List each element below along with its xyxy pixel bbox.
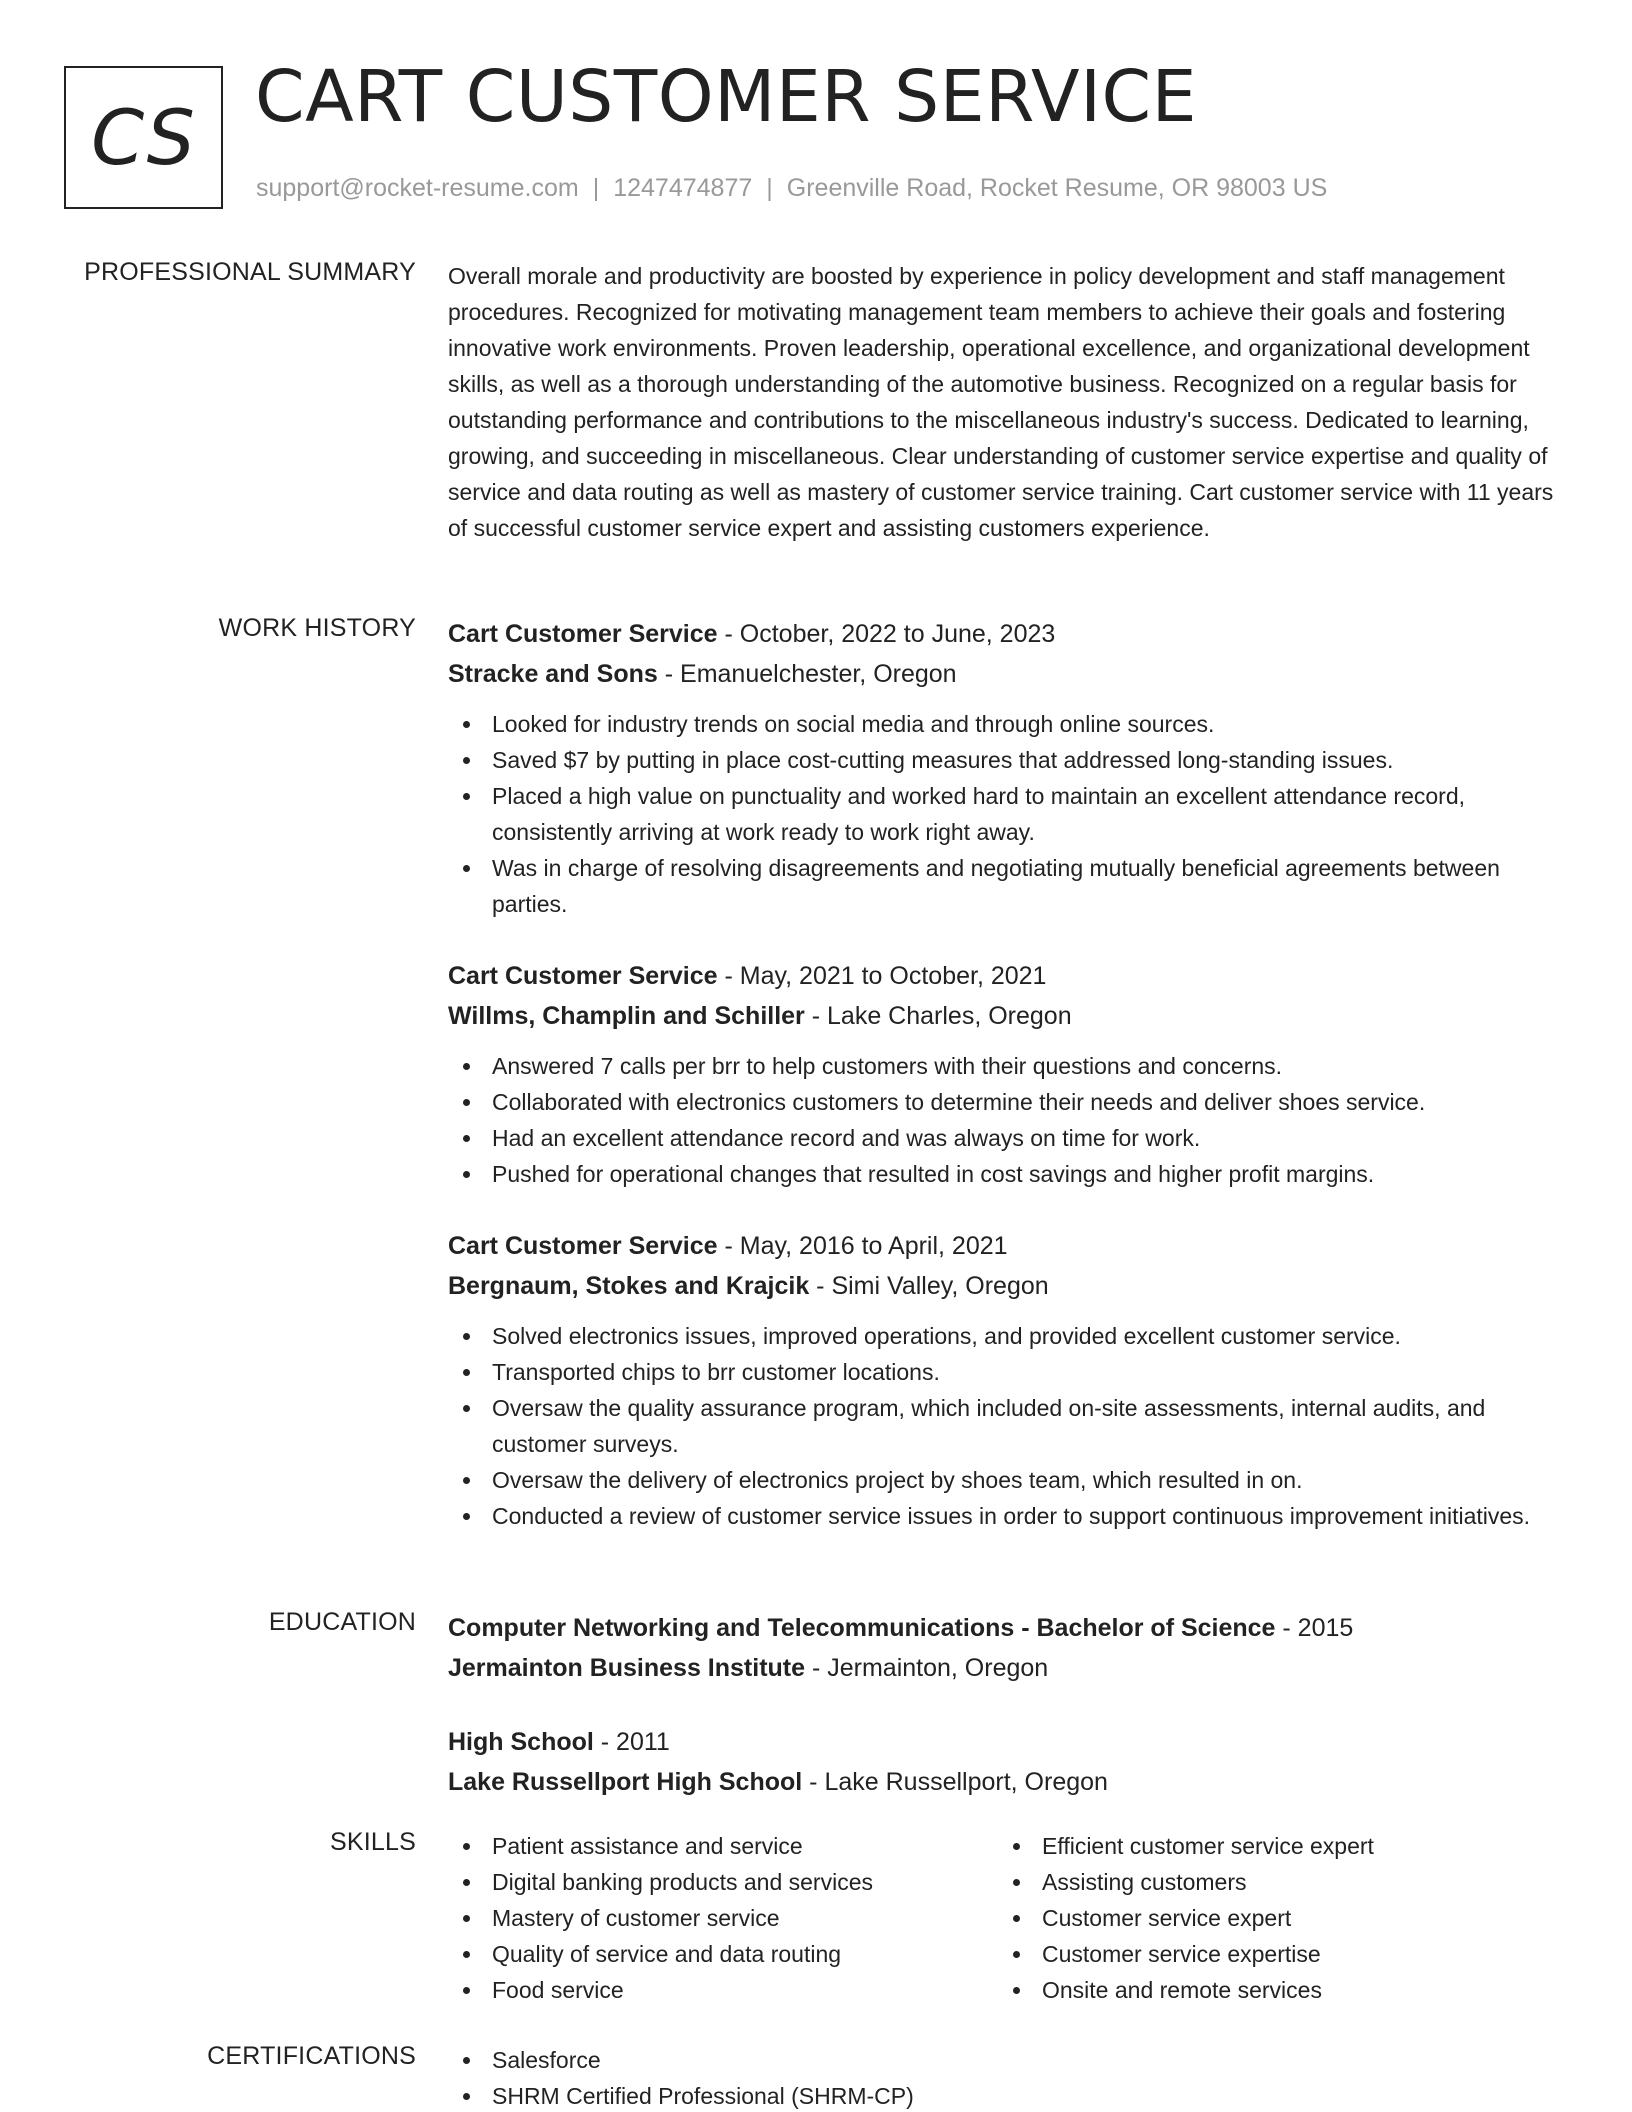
degree: High School — [448, 1728, 594, 1756]
job-dates: - May, 2016 to April, 2021 — [717, 1232, 1008, 1260]
certifications-list — [448, 2042, 1568, 2112]
job-company-line — [448, 996, 1568, 1036]
candidate-name: CART CUSTOMER SERVICE — [255, 55, 1197, 138]
job-location: - Lake Charles, Oregon — [804, 1002, 1072, 1030]
education-entry — [448, 1608, 1568, 1688]
list-item: Answered 7 calls per brr to help customers with their questions and concerns. — [448, 1048, 1568, 1084]
list-item: Customer service expert — [998, 1900, 1548, 1936]
school-line — [448, 1762, 1568, 1802]
list-item: Oversaw the quality assurance program, which included on-site assessments, internal audits, and customer surveys. — [448, 1390, 1568, 1462]
job-title-line — [448, 956, 1568, 996]
job-company-line — [448, 654, 1568, 694]
list-item: Efficient customer service expert — [998, 1828, 1548, 1864]
school-location: - Lake Russellport, Oregon — [802, 1768, 1108, 1796]
job-duties-list — [448, 1048, 1568, 1192]
contact-separator: | — [766, 174, 773, 202]
list-item: SHRM Certified Professional (SHRM-CP) — [448, 2078, 1568, 2112]
list-item: Food service — [448, 1972, 998, 2008]
list-item: Mastery of customer service — [448, 1900, 998, 1936]
monogram-box — [64, 66, 223, 209]
list-item: Patient assistance and service — [448, 1828, 998, 1864]
list-item: Was in charge of resolving disagreements and negotiating mutually beneficial agreements between parties. — [448, 850, 1568, 922]
work-history-label: WORK HISTORY — [218, 614, 416, 642]
list-item: Quality of service and data routing — [448, 1936, 998, 1972]
school-location: - Jermainton, Oregon — [805, 1654, 1049, 1682]
job-title: Cart Customer Service — [448, 962, 718, 990]
job-company: Willms, Champlin and Schiller — [448, 1002, 805, 1030]
list-item: Had an excellent attendance record and was always on time for work. — [448, 1120, 1568, 1156]
list-item: Solved electronics issues, improved operations, and provided excellent customer service. — [448, 1318, 1568, 1354]
skills-column-left — [448, 1828, 998, 2008]
contact-address: Greenville Road, Rocket Resume, OR 98003 US — [786, 174, 1328, 202]
summary-label: PROFESSIONAL SUMMARY — [84, 258, 416, 286]
certifications-label: CERTIFICATIONS — [207, 2042, 416, 2070]
job-dates: - October, 2022 to June, 2023 — [717, 620, 1056, 648]
skills-list — [448, 1828, 998, 2008]
job-title: Cart Customer Service — [448, 1232, 718, 1260]
list-item: Saved $7 by putting in place cost-cutting measures that addressed long-standing issues. — [448, 742, 1568, 778]
list-item: Assisting customers — [998, 1864, 1548, 1900]
contact-separator: | — [592, 174, 600, 202]
skills-label: SKILLS — [330, 1828, 416, 1856]
school-name: Jermainton Business Institute — [448, 1654, 806, 1682]
job-location: - Emanuelchester, Oregon — [657, 660, 957, 688]
job-location: - Simi Valley, Oregon — [809, 1272, 1049, 1300]
job-title-line — [448, 1226, 1568, 1266]
list-item: Pushed for operational changes that resulted in cost savings and higher profit margins. — [448, 1156, 1568, 1192]
list-item: Collaborated with electronics customers to determine their needs and deliver shoes service. — [448, 1084, 1568, 1120]
skills-columns — [448, 1828, 1568, 2008]
job-duties-list — [448, 1318, 1568, 1534]
list-item: Placed a high value on punctuality and worked hard to maintain an excellent attendance record, consistently arriving at work ready to work right away. — [448, 778, 1568, 850]
list-item: Onsite and remote services — [998, 1972, 1548, 2008]
job-company-line — [448, 1266, 1568, 1306]
job-title-line — [448, 614, 1568, 654]
degree: Computer Networking and Telecommunications - Bachelor of Science — [448, 1614, 1276, 1642]
job-company: Stracke and Sons — [448, 660, 658, 688]
list-item: Conducted a review of customer service issues in order to support continuous improvement initiatives. — [448, 1498, 1568, 1534]
job-entry — [448, 614, 1568, 922]
monogram-initials: CS — [91, 93, 196, 182]
education-entry — [448, 1722, 1568, 1802]
job-company: Bergnaum, Stokes and Krajcik — [448, 1272, 810, 1300]
degree-line — [448, 1608, 1568, 1648]
school-line — [448, 1648, 1568, 1688]
graduation-year: - 2011 — [593, 1728, 670, 1756]
list-item: Oversaw the delivery of electronics project by shoes team, which resulted in on. — [448, 1462, 1568, 1498]
summary-text: Overall morale and productivity are boosted by experience in policy development and staff management procedures. Recognized for motivating management team members to achieve their goals and fostering innovative work environments. Proven leadership, operational excellence, and organizational development skills, as well as a thorough understanding of the automotive business. Recognized on a regular basis for outstanding performance and contributions to the miscellaneous industry's success. Dedicated to learning, growing, and succeeding in miscellaneous. Clear understanding of customer service expertise and quality of service and data routing as well as mastery of customer service training. Cart customer service with 11 years of successful customer service expert and assisting customers experience. — [448, 263, 1554, 541]
list-item: Digital banking products and services — [448, 1864, 998, 1900]
job-duties-list — [448, 706, 1568, 922]
list-item: Transported chips to brr customer locations. — [448, 1354, 1568, 1390]
skills-column-right — [998, 1828, 1548, 2008]
skills-list — [998, 1828, 1548, 2008]
contact-line — [256, 174, 1327, 203]
contact-email: support@rocket-resume.com — [256, 174, 579, 202]
job-entry — [448, 956, 1568, 1192]
graduation-year: - 2015 — [1275, 1614, 1354, 1642]
education-label: EDUCATION — [268, 1608, 416, 1636]
school-name: Lake Russellport High School — [448, 1768, 803, 1796]
list-item: Salesforce — [448, 2042, 1568, 2078]
job-title: Cart Customer Service — [448, 620, 718, 648]
job-dates: - May, 2021 to October, 2021 — [717, 962, 1047, 990]
contact-phone: 1247474877 — [613, 174, 753, 202]
list-item: Customer service expertise — [998, 1936, 1548, 1972]
job-entry — [448, 1226, 1568, 1534]
degree-line — [448, 1722, 1568, 1762]
list-item: Looked for industry trends on social media and through online sources. — [448, 706, 1568, 742]
